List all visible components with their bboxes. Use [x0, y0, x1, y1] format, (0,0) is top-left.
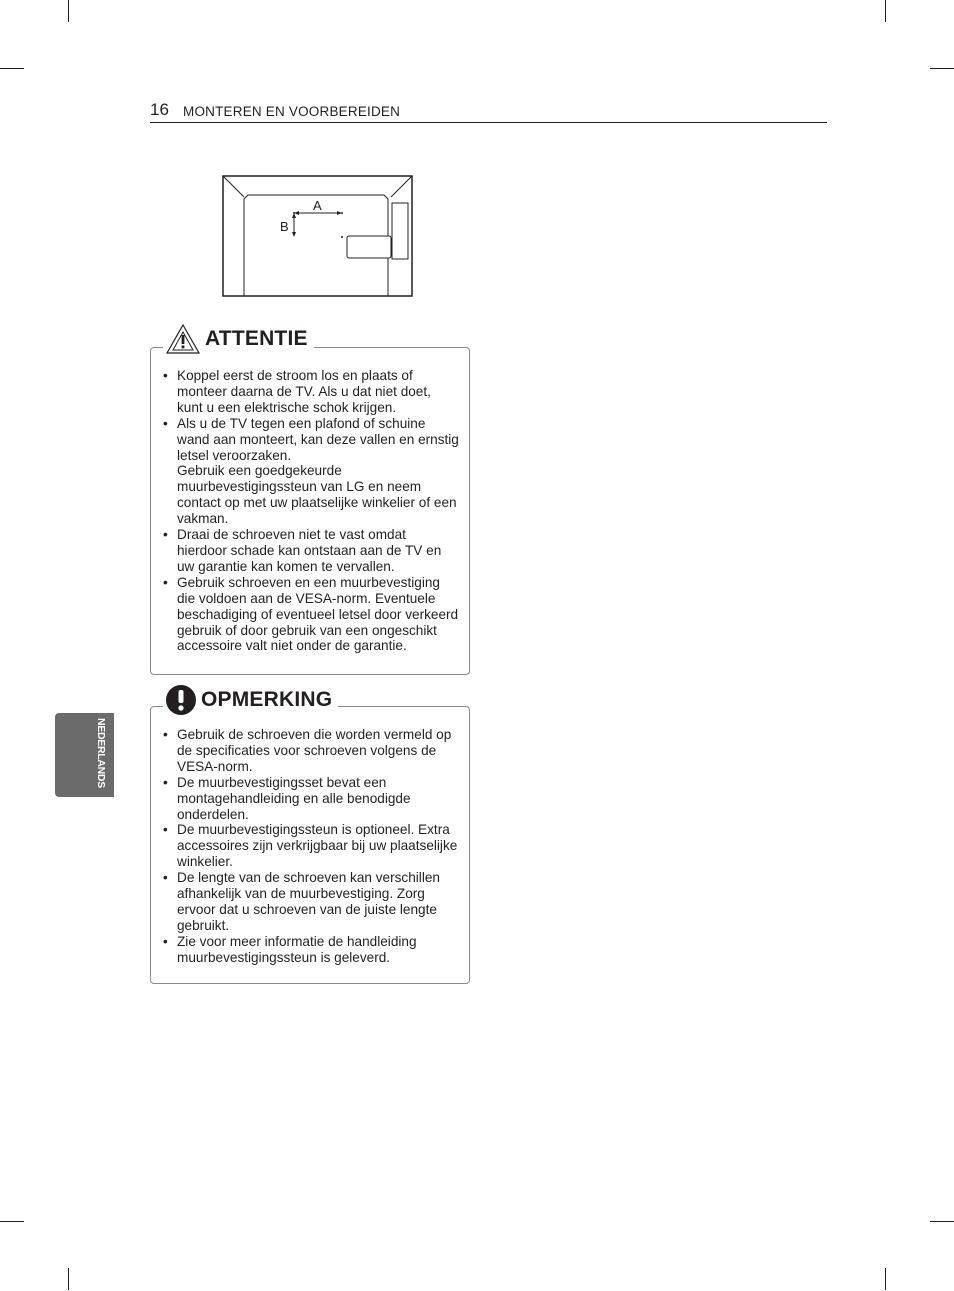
section-title: MONTEREN EN VOORBEREIDEN — [183, 104, 401, 119]
language-tab — [55, 713, 114, 797]
crop-mark — [0, 1221, 24, 1222]
crop-mark — [930, 1221, 954, 1222]
crop-mark — [68, 1268, 69, 1290]
list-item: • Zie voor meer informatie de handleiding muurbevestigingssteun is geleverd. — [163, 934, 459, 966]
caution-box — [150, 327, 470, 675]
list-item: • Draai de schroeven niet te vast omdat hierdoor schade kan ontstaan aan de TV en uw garantie kan komen te vervallen. — [163, 527, 459, 575]
caution-header — [163, 322, 314, 356]
page-number: 16 — [150, 100, 169, 119]
caution-list — [163, 368, 459, 654]
list-item: • Gebruik de schroeven die worden vermeld op de specificaties voor schroeven volgens de VESA-norm. — [163, 727, 459, 775]
dimension-a-label: A — [313, 198, 322, 213]
crop-mark — [885, 1268, 886, 1290]
note-box — [150, 688, 470, 984]
list-item: • De muurbevestigingssteun is optioneel. Extra accessoires zijn verkrijgbaar bij uw plaatselijke winkelier. — [163, 822, 459, 870]
list-item: • De lengte van de schroeven kan verschillen afhankelijk van de muurbevestiging. Zorg ervoor dat u schroeven van de juiste lengte gebruikt. — [163, 870, 459, 934]
caution-title: ATTENTIE — [205, 327, 308, 350]
crop-mark — [930, 68, 954, 69]
note-list — [163, 727, 459, 966]
crop-mark — [0, 68, 24, 69]
note-title: OPMERKING — [201, 688, 333, 711]
list-item: • Gebruik schroeven en een muurbevestiging die voldoen aan de VESA-norm. Eventuele beschadiging of eventueel letsel door verkeerd gebruik of door gebruik van een ongeschikt accessoire valt niet onder de garantie. — [163, 575, 459, 655]
list-item: • De muurbevestigingsset bevat een montagehandleiding en alle benodigde onderdelen. — [163, 775, 459, 823]
list-item: • Koppel eerst de stroom los en plaats of monteer daarna de TV. Als u dat niet doet, kunt u een elektrische schok krijgen. — [163, 368, 459, 416]
exclamation-circle-icon — [165, 684, 197, 716]
page-header — [150, 100, 827, 123]
note-header — [163, 683, 338, 717]
wall-mount-diagram — [222, 175, 413, 297]
warning-triangle-icon — [165, 323, 201, 355]
list-item: • Als u de TV tegen een plafond of schuine wand aan monteert, kan deze vallen en ernstig letsel veroorzaken. Gebruik een goedgekeurde muurbevestigingssteun van LG en neem contact op met uw plaatselijke winkelier of een vakman. — [163, 416, 459, 527]
crop-mark — [885, 0, 886, 22]
language-tab-label: NEDERLANDS — [95, 718, 107, 788]
dimension-b-label: B — [280, 219, 289, 234]
crop-mark — [68, 0, 69, 22]
